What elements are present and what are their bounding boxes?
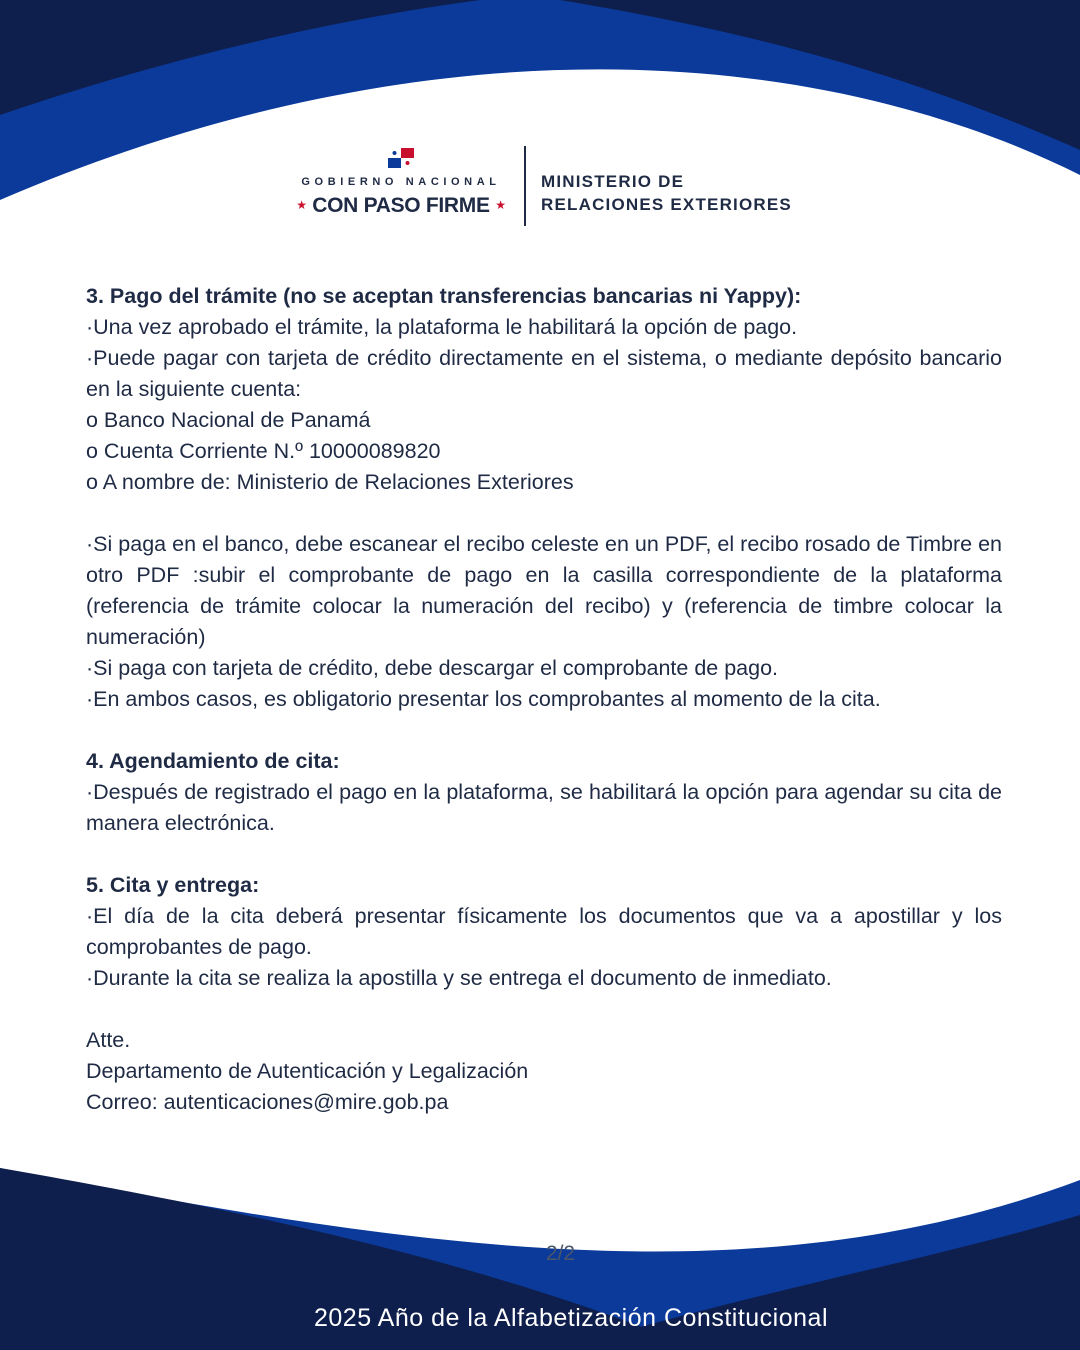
star-icon: ★ <box>296 198 307 212</box>
section-heading-appointment: 5. Cita y entrega: <box>86 873 260 897</box>
payment-line-2: ·Puede pagar con tarjeta de crédito directamente en el sistema, o mediante depósito bancario en la siguiente cuenta: <box>86 346 1002 401</box>
ministry-logo <box>541 170 792 216</box>
appointment-line-2: ·Durante la cita se realiza la apostilla y se entrega el documento de inmediato. <box>86 966 832 990</box>
bank-payment-instructions: ·Si paga en el banco, debe escanear el recibo celeste en un PDF, el recibo rosado de Timbre en otro PDF :subir el comprobante de pago en la casilla correspondiente de la plataforma (referencia de trámite colocar la numeración del recibo) y (referencia de timbre colocar la numeración) <box>86 532 1002 649</box>
footer-slogan: 2025 Año de la Alfabetización Constitucional <box>313 1304 829 1332</box>
section-heading-scheduling: 4. Agendamiento de cita: <box>86 749 340 773</box>
ministry-line-1: MINISTERIO DE <box>541 172 685 191</box>
signature-department: Departamento de Autenticación y Legalización <box>86 1059 529 1083</box>
gov-line: GOBIERNO NACIONAL <box>301 176 501 188</box>
bank-name: o Banco Nacional de Panamá <box>86 408 371 432</box>
motto-text: CON PASO FIRME <box>312 194 490 217</box>
signature-closing: Atte. <box>86 1028 131 1052</box>
page-number: 2/2 <box>545 1242 576 1265</box>
motto <box>290 194 512 218</box>
logo-divider <box>524 146 526 226</box>
scheduling-line-1: ·Después de registrado el pago en la plataforma, se habilitará la opción para agendar su cita de manera electrónica. <box>86 780 1002 835</box>
account-number: o Cuenta Corriente N.º 10000089820 <box>86 439 441 463</box>
panama-flag-icon <box>388 148 414 168</box>
header-logos <box>0 140 1080 240</box>
section-heading-payment: 3. Pago del trámite (no se aceptan transferencias bancarias ni Yappy): <box>86 284 802 308</box>
signature-email: Correo: autenticaciones@mire.gob.pa <box>86 1090 449 1114</box>
document-body <box>86 281 1002 1118</box>
account-holder: o A nombre de: Ministerio de Relaciones Exteriores <box>86 470 574 494</box>
star-icon: ★ <box>495 198 506 212</box>
payment-line-1: ·Una vez aprobado el trámite, la plataforma le habilitará la opción de pago. <box>86 315 798 339</box>
receipts-requirement: ·En ambos casos, es obligatorio presentar los comprobantes al momento de la cita. <box>86 687 881 711</box>
card-payment-instructions: ·Si paga con tarjeta de crédito, debe descargar el comprobante de pago. <box>86 656 779 680</box>
appointment-line-1: ·El día de la cita deberá presentar físicamente los documentos que va a apostillar y los comprobantes de pago. <box>86 904 1002 959</box>
ministry-line-2: RELACIONES EXTERIORES <box>541 195 792 214</box>
